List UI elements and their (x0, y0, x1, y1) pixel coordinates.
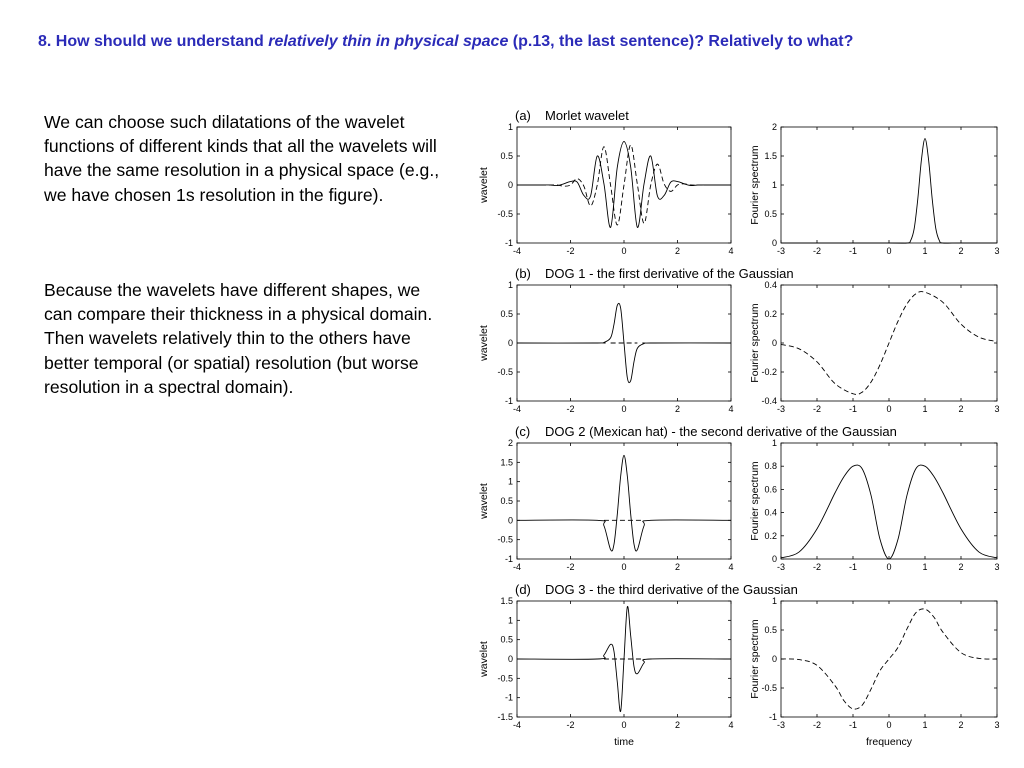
title-prefix: 8. How should we understand (38, 33, 269, 50)
y-axis-label: wavelet (478, 641, 490, 677)
x-tick-label: 0 (886, 404, 892, 414)
x-tick-label: 4 (728, 246, 734, 256)
y-axis-label: wavelet (478, 483, 490, 519)
x-axis-label-frequency: frequency (865, 736, 913, 748)
y-tick-label: 0.5 (500, 309, 513, 319)
y-tick-label: 0.5 (764, 625, 777, 635)
y-tick-label: -0.5 (497, 209, 513, 219)
panel-caption: DOG 3 - the third derivative of the Gaussian (545, 582, 798, 597)
x-tick-label: 0 (886, 246, 892, 256)
x-axis-label-time: time (614, 736, 634, 748)
y-tick-label: 1 (771, 438, 777, 448)
y-tick-label: 0 (507, 515, 513, 526)
x-tick-label: -3 (776, 562, 786, 572)
x-tick-label: 4 (728, 404, 734, 414)
x-tick-label: 0 (621, 562, 627, 572)
y-tick-label: -1 (504, 238, 513, 248)
axes-frame (781, 127, 997, 243)
series-line-solid (517, 455, 731, 551)
chart-panel-b-right (749, 280, 1000, 414)
y-tick-label: 0.2 (764, 530, 777, 541)
chart-panel-a-left (478, 122, 734, 256)
y-tick-label: 0 (771, 654, 777, 664)
panel-caption: DOG 2 (Mexican hat) - the second derivative of the Gaussian (545, 424, 897, 439)
y-tick-label: -0.4 (761, 396, 777, 406)
paragraph-resolution: We can choose such dilatations of the wavelet functions of different kinds that all the wavelets will have the same resolution in a physical space (e.g., we have chosen 1s resolution in the figure). (44, 112, 440, 205)
y-tick-label: -0.5 (497, 367, 513, 377)
y-tick-label: 0.5 (500, 151, 513, 161)
y-tick-label: 0.2 (764, 309, 777, 319)
panel-row-label-a (515, 108, 629, 123)
y-tick-label: 0.4 (764, 280, 777, 290)
y-tick-label: 1 (507, 122, 513, 132)
chart-panel-d-right (749, 596, 1000, 730)
y-tick-label: 0 (771, 554, 777, 564)
x-tick-label: 3 (994, 246, 1000, 256)
chart-panel-d-left (478, 596, 734, 730)
x-tick-label: -3 (776, 720, 786, 730)
x-tick-label: 0 (886, 720, 892, 730)
title-suffix: (p.13, the last sentence)? Relatively to what? (508, 33, 854, 50)
y-tick-label: 0 (771, 238, 777, 248)
x-tick-label: -1 (848, 246, 858, 256)
y-tick-label: -0.5 (761, 683, 777, 693)
y-tick-label: -1.5 (497, 712, 513, 722)
panel-tag: (a) (515, 108, 531, 123)
x-tick-label: -2 (566, 246, 575, 256)
y-tick-label: -0.2 (761, 367, 777, 377)
x-tick-label: 4 (728, 562, 734, 572)
panel-tag: (d) (515, 582, 531, 597)
x-tick-label: 3 (994, 562, 1000, 572)
y-tick-label: 2 (771, 122, 777, 132)
y-tick-label: 0.5 (764, 209, 777, 219)
x-tick-label: -4 (512, 404, 522, 414)
y-tick-label: -1 (504, 396, 513, 406)
y-axis-label: Fourier spectrum (749, 145, 761, 225)
y-tick-label: 0.5 (500, 634, 513, 645)
y-tick-label: 0.5 (500, 496, 513, 506)
x-tick-label: 2 (958, 720, 964, 730)
panel-row-label-b (515, 266, 794, 281)
x-tick-label: -4 (512, 246, 522, 256)
axes-frame (781, 443, 997, 559)
y-tick-label: 1.5 (764, 151, 777, 161)
series-line-dashed (781, 292, 997, 395)
panel-caption: Morlet wavelet (545, 108, 629, 123)
x-tick-label: -2 (566, 404, 575, 414)
y-tick-label: 0.6 (764, 484, 777, 495)
x-tick-label: -2 (812, 404, 822, 414)
x-tick-label: 0 (621, 246, 627, 256)
x-tick-label: 2 (958, 404, 964, 414)
chart-panel-c-right (749, 438, 1000, 572)
x-tick-label: 2 (958, 246, 964, 256)
x-tick-label: 2 (674, 562, 681, 572)
axes-frame (781, 601, 997, 717)
panel-row-label-d (515, 582, 798, 597)
series-line-dashed (781, 609, 997, 709)
x-tick-label: 3 (994, 404, 1000, 414)
y-axis-label: wavelet (478, 325, 490, 361)
x-tick-label: 4 (728, 720, 734, 730)
x-tick-label: 1 (922, 720, 928, 730)
x-tick-label: 2 (958, 562, 964, 572)
x-tick-label: -3 (776, 246, 786, 256)
y-tick-label: 1 (507, 280, 513, 290)
series-line-solid (517, 303, 731, 382)
x-tick-label: -2 (812, 720, 822, 730)
x-tick-label: 1 (922, 246, 928, 256)
y-tick-label: 0 (507, 338, 513, 348)
x-tick-label: 0 (886, 562, 892, 572)
x-tick-label: 3 (994, 720, 1000, 730)
x-tick-label: -1 (848, 404, 858, 414)
panel-tag: (b) (515, 266, 531, 281)
y-tick-label: 0 (771, 338, 777, 348)
x-tick-label: -2 (566, 562, 575, 572)
x-tick-label: -2 (812, 246, 822, 256)
y-tick-label: -1 (504, 554, 513, 564)
series-line-solid (781, 139, 997, 244)
y-axis-label: Fourier spectrum (749, 303, 761, 383)
panel-row-label-c (515, 424, 897, 439)
title-italic: relatively thin in physical space (268, 33, 509, 50)
panel-tag: (c) (515, 424, 531, 439)
y-tick-label: 1 (507, 615, 513, 626)
chart-panel-c-left (478, 438, 734, 572)
x-tick-label: -2 (566, 720, 575, 730)
x-tick-label: -4 (512, 562, 522, 572)
series-line-dashed (517, 145, 731, 225)
x-tick-label: 0 (621, 720, 627, 730)
x-tick-label: 0 (621, 404, 627, 414)
y-tick-label: -0.5 (497, 534, 513, 545)
y-tick-label: 0.8 (764, 461, 777, 472)
y-tick-label: -1 (768, 712, 777, 722)
y-axis-label: Fourier spectrum (749, 619, 761, 699)
y-tick-label: -1 (504, 692, 513, 703)
y-tick-label: 1.5 (500, 596, 513, 606)
x-tick-label: 2 (674, 246, 681, 256)
x-tick-label: -1 (848, 720, 858, 730)
chart-panel-b-left (478, 280, 734, 414)
x-tick-label: -1 (848, 562, 858, 572)
y-tick-label: 0.4 (764, 507, 777, 518)
y-tick-label: -0.5 (497, 673, 513, 684)
chart-panel-a-right (749, 122, 1000, 256)
y-axis-label: wavelet (478, 167, 490, 203)
y-tick-label: 1 (771, 180, 777, 190)
y-tick-label: 1.5 (500, 457, 513, 468)
y-tick-label: 1 (771, 596, 777, 606)
y-tick-label: 0 (507, 180, 513, 190)
x-tick-label: 1 (922, 562, 928, 572)
paragraph-thickness: Because the wavelets have different shapes, we can compare their thickness in a physical domain. Then wavelets relatively thin to the others have better temporal (or spatial) resolution (but worse resolution in a spectral domain). (44, 280, 433, 397)
axes-frame (517, 443, 731, 559)
x-tick-label: -2 (812, 562, 822, 572)
y-tick-label: 1 (507, 476, 513, 487)
series-line-solid (781, 465, 997, 559)
x-tick-label: -4 (512, 720, 522, 730)
y-axis-label: Fourier spectrum (749, 461, 761, 541)
x-tick-label: 1 (922, 404, 928, 414)
y-tick-label: 2 (507, 438, 513, 448)
panel-caption: DOG 1 - the first derivative of the Gaussian (545, 266, 794, 281)
x-tick-label: 2 (674, 720, 681, 730)
y-tick-label: 0 (507, 654, 513, 664)
x-tick-label: -3 (776, 404, 786, 414)
x-tick-label: 2 (674, 404, 681, 414)
